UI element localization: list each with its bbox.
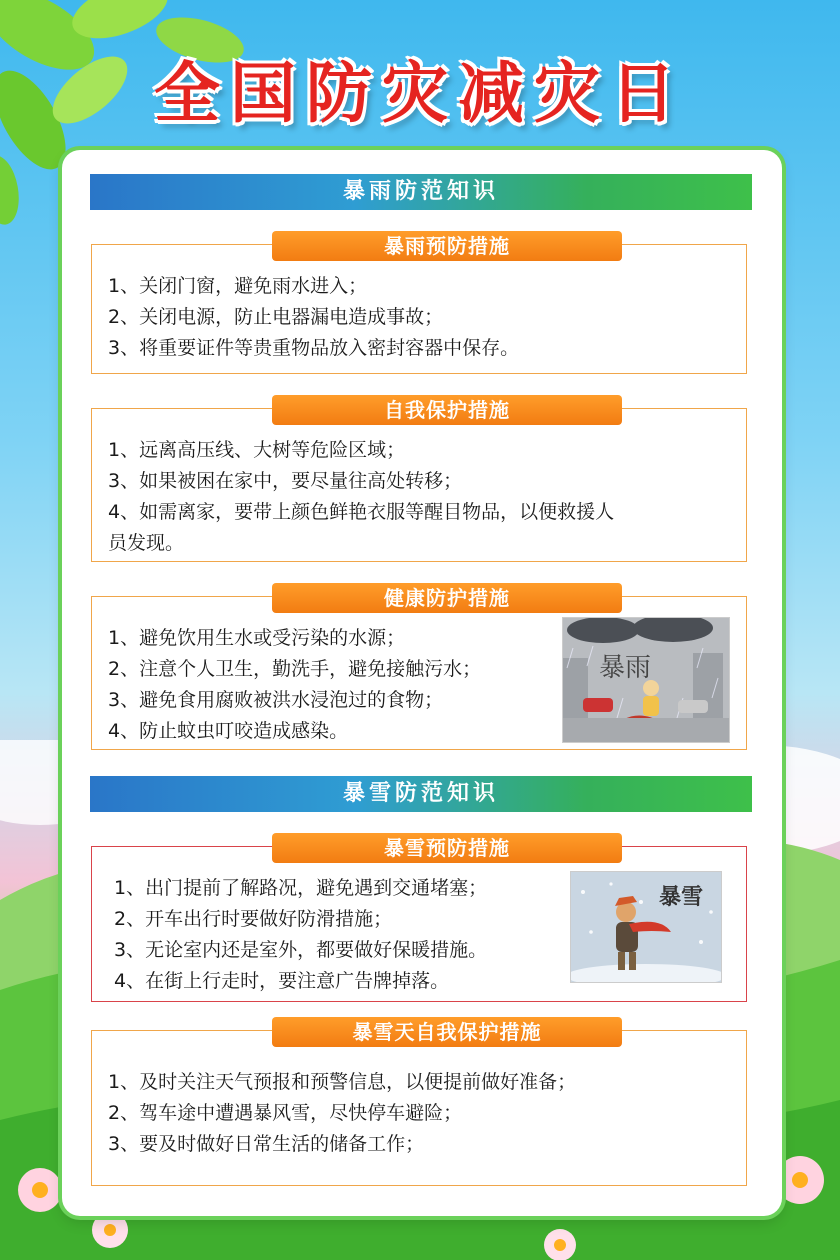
list-item: 2、关闭电源，防止电器漏电造成事故； (108, 306, 444, 328)
snowstorm-illustration-art (571, 872, 721, 982)
tag-snow-prevention: 暴雪预防措施 (272, 833, 622, 863)
box-self-protection (91, 398, 747, 562)
list-item: 1、远离高压线、大树等危险区域； (108, 439, 406, 461)
list-item: 4、在街上行走时，要注意广告牌掉落。 (114, 970, 450, 992)
list-item: 2、开车出行时要做好防滑措施； (114, 908, 393, 930)
box-rain-prevention (91, 234, 747, 374)
list-item: 2、驾车途中遭遇暴风雪，尽快停车避险； (108, 1102, 463, 1124)
content-card (62, 150, 782, 1216)
list-item: 1、关闭门窗，避免雨水进入； (108, 275, 368, 297)
list-self-protection (108, 435, 614, 559)
list-item: 3、要及时做好日常生活的储备工作； (108, 1133, 425, 1155)
list-snow-self-protection (108, 1067, 576, 1160)
section-heading-rainstorm: 暴雨防范知识 (90, 174, 752, 210)
tag-health-protection: 健康防护措施 (272, 583, 622, 613)
list-item: 1、出门提前了解路况，避免遇到交通堵塞； (114, 877, 488, 899)
box-snow-self-protection (91, 1020, 747, 1186)
list-rain-prevention (108, 271, 519, 364)
list-item: 3、如果被困在家中，要尽量往高处转移； (108, 470, 463, 492)
rainstorm-illustration (562, 617, 730, 743)
list-item: 1、避免饮用生水或受污染的水源； (108, 627, 406, 649)
list-item: 4、防止蚊虫叮咬造成感染。 (108, 720, 349, 742)
list-item: 3、避免食用腐败被洪水浸泡过的食物； (108, 689, 444, 711)
list-item: 员发现。 (108, 532, 185, 554)
list-item: 3、无论室内还是室外，都要做好保暖措施。 (114, 939, 488, 961)
rainstorm-caption: 暴雨 (599, 653, 652, 683)
list-item: 2、注意个人卫生，勤洗手，避免接触污水； (108, 658, 482, 680)
tag-self-protection: 自我保护措施 (272, 395, 622, 425)
list-item: 3、将重要证件等贵重物品放入密封容器中保存。 (108, 337, 520, 359)
list-item: 1、及时关注天气预报和预警信息，以便提前做好准备； (108, 1071, 577, 1093)
list-item: 4、如需离家，要带上颜色鲜艳衣服等醒目物品，以便救援人 (108, 501, 615, 523)
section-heading-snowstorm: 暴雪防范知识 (90, 776, 752, 812)
snowstorm-illustration (570, 871, 722, 983)
box-snow-prevention (91, 836, 747, 1002)
snowstorm-caption: 暴雪 (659, 885, 704, 910)
tag-rain-prevention: 暴雨预防措施 (272, 231, 622, 261)
list-snow-prevention (114, 873, 487, 997)
box-health-protection (91, 586, 747, 750)
page-title: 全国防灾减灾日 (154, 55, 686, 132)
rainstorm-illustration-art (563, 618, 729, 742)
list-health-protection (108, 623, 481, 747)
tag-snow-self-protection: 暴雪天自我保护措施 (272, 1017, 622, 1047)
